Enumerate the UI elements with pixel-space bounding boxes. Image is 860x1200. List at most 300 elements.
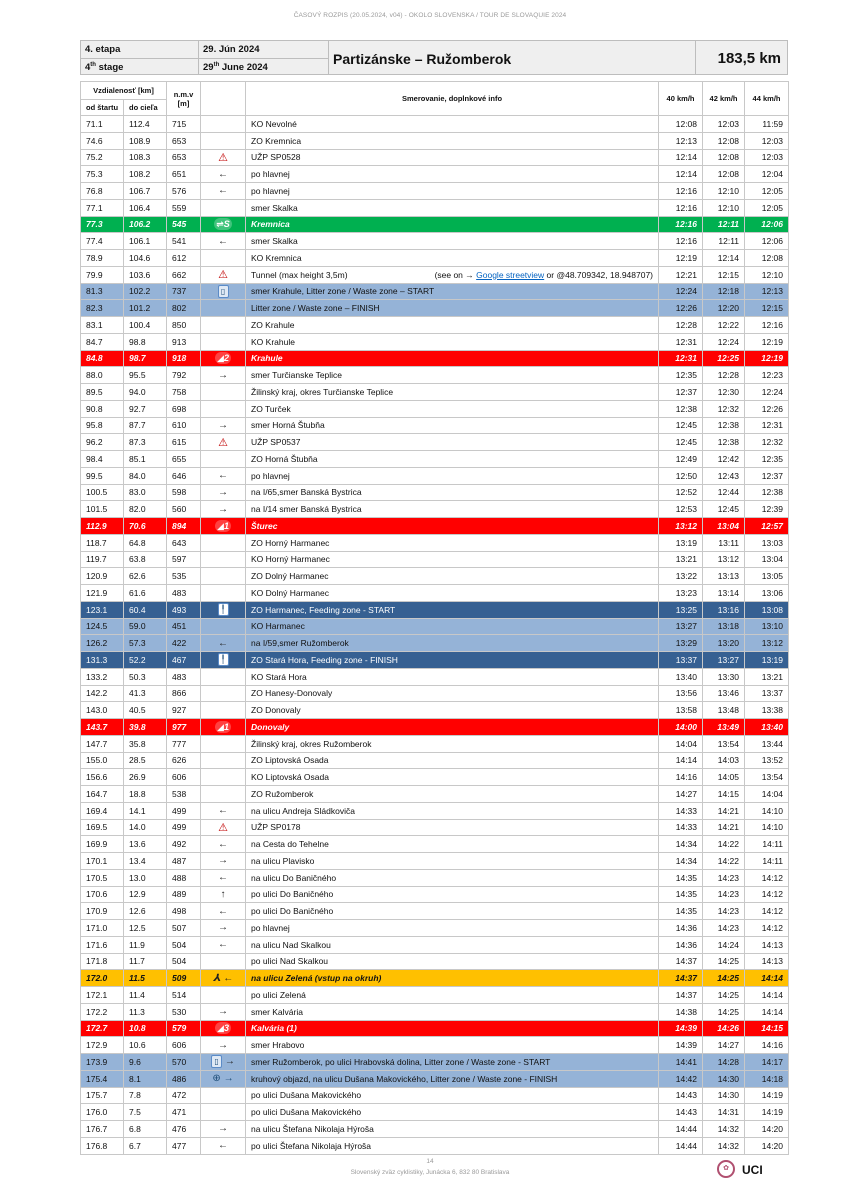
km-to-finish: 95.5 xyxy=(124,367,167,384)
time-44kmh: 13:05 xyxy=(745,568,789,585)
time-44kmh: 14:13 xyxy=(745,953,789,970)
icon-cell xyxy=(201,735,246,752)
time-40kmh: 14:16 xyxy=(659,769,703,786)
direction-text: UŽP SP0528 xyxy=(251,152,301,163)
altitude: 792 xyxy=(167,367,201,384)
km-from-start: 84.7 xyxy=(81,333,124,350)
direction-info xyxy=(246,233,659,250)
km-from-start: 77.3 xyxy=(81,216,124,233)
altitude: 737 xyxy=(167,283,201,300)
arrow-left-icon: ← xyxy=(201,635,246,652)
time-40kmh: 12:16 xyxy=(659,216,703,233)
icon-cell xyxy=(201,752,246,769)
time-42kmh: 14:28 xyxy=(703,1054,745,1071)
icon-cell xyxy=(201,534,246,551)
direction-text: na Cesta do Tehelne xyxy=(251,839,329,850)
table-row xyxy=(81,216,789,233)
direction-text: ZO Horná Štubňa xyxy=(251,453,318,464)
km-to-finish: 102.2 xyxy=(124,283,167,300)
altitude: 653 xyxy=(167,132,201,149)
direction-text: po hlavnej xyxy=(251,185,290,196)
km-from-start: 172.0 xyxy=(81,970,124,987)
icon-cell xyxy=(201,668,246,685)
google-streetview-link[interactable]: Google streetview xyxy=(476,269,545,280)
time-40kmh: 12:19 xyxy=(659,250,703,267)
table-row xyxy=(81,484,789,501)
direction-info xyxy=(246,786,659,803)
direction-text: KO Kremnica xyxy=(251,252,302,263)
km-to-finish: 106.1 xyxy=(124,233,167,250)
direction-info xyxy=(246,1070,659,1087)
time-42kmh: 12:44 xyxy=(703,484,745,501)
time-42kmh: 14:32 xyxy=(703,1137,745,1154)
to-finish-header: do cieľa xyxy=(124,100,167,116)
direction-info xyxy=(246,250,659,267)
km-from-start: 77.1 xyxy=(81,199,124,216)
time-42kmh: 14:22 xyxy=(703,853,745,870)
table-row xyxy=(81,853,789,870)
km-to-finish: 11.7 xyxy=(124,953,167,970)
time-40kmh: 14:44 xyxy=(659,1137,703,1154)
time-44kmh: 14:16 xyxy=(745,1037,789,1054)
km-to-finish: 35.8 xyxy=(124,735,167,752)
stage-route: Partizánske – Ružomberok xyxy=(333,51,512,67)
km-from-start: 98.4 xyxy=(81,451,124,468)
time-42kmh: 12:15 xyxy=(703,266,745,283)
table-row xyxy=(81,1121,789,1138)
altitude: 655 xyxy=(167,451,201,468)
km-to-finish: 9.6 xyxy=(124,1054,167,1071)
time-40kmh: 12:38 xyxy=(659,400,703,417)
mountain-category-icon: ◢2 xyxy=(201,350,246,367)
time-42kmh: 13:30 xyxy=(703,668,745,685)
km-to-finish: 87.3 xyxy=(124,434,167,451)
km-to-finish: 11.9 xyxy=(124,936,167,953)
altitude: 651 xyxy=(167,166,201,183)
stage-date-en: 29th June 2024 xyxy=(203,61,268,73)
direction-info xyxy=(246,216,659,233)
time-40kmh: 13:29 xyxy=(659,635,703,652)
km-to-finish: 11.3 xyxy=(124,1003,167,1020)
time-44kmh: 14:20 xyxy=(745,1121,789,1138)
roundabout-icon: ⊕ → xyxy=(201,1070,246,1087)
time-42kmh: 12:03 xyxy=(703,116,745,133)
direction-text: smer Hrabovo xyxy=(251,1040,305,1051)
table-row xyxy=(81,819,789,836)
time-44kmh: 14:11 xyxy=(745,836,789,853)
table-row xyxy=(81,250,789,267)
direction-text: UŽP SP0537 xyxy=(251,437,301,448)
time-40kmh: 14:36 xyxy=(659,936,703,953)
stage-label-sk: 4. etapa xyxy=(85,44,121,55)
arrow-right-icon: → xyxy=(201,853,246,870)
direction-text: Žilinský kraj, okres Ružomberok xyxy=(251,738,372,749)
table-row xyxy=(81,1137,789,1154)
altitude: 850 xyxy=(167,317,201,334)
warning-icon: ⚠ xyxy=(201,434,246,451)
km-from-start: 99.5 xyxy=(81,467,124,484)
altitude: 422 xyxy=(167,635,201,652)
time-40kmh: 14:35 xyxy=(659,869,703,886)
time-40kmh: 14:27 xyxy=(659,786,703,803)
arrow-right-icon: → xyxy=(201,501,246,518)
km-to-finish: 85.1 xyxy=(124,451,167,468)
time-42kmh: 13:54 xyxy=(703,735,745,752)
time-44kmh: 12:04 xyxy=(745,166,789,183)
arrow-left-icon: ← xyxy=(201,936,246,953)
icon-cell xyxy=(201,333,246,350)
warning-icon: ⚠ xyxy=(201,149,246,166)
direction-text: Kalvária (1) xyxy=(251,1023,297,1034)
direction-text: na I/14 smer Banská Bystrica xyxy=(251,504,362,515)
direction-info xyxy=(246,149,659,166)
time-44kmh: 14:11 xyxy=(745,853,789,870)
time-40kmh: 14:37 xyxy=(659,987,703,1004)
stage-distance: 183,5 km xyxy=(717,50,781,67)
table-row xyxy=(81,635,789,652)
time-42kmh: 12:20 xyxy=(703,300,745,317)
altitude: 477 xyxy=(167,1137,201,1154)
km-from-start: 170.6 xyxy=(81,886,124,903)
km-to-finish: 104.6 xyxy=(124,250,167,267)
altitude: 698 xyxy=(167,400,201,417)
time-42kmh: 14:25 xyxy=(703,970,745,987)
km-from-start: 172.1 xyxy=(81,987,124,1004)
direction-info xyxy=(246,987,659,1004)
table-row xyxy=(81,199,789,216)
table-row xyxy=(81,702,789,719)
icon-cell xyxy=(201,1087,246,1104)
direction-info xyxy=(246,384,659,401)
direction-text: KO Liptovská Osada xyxy=(251,772,329,783)
km-from-start: 112.9 xyxy=(81,518,124,535)
direction-info xyxy=(246,601,659,618)
km-from-start: 172.7 xyxy=(81,1020,124,1037)
direction-text: Žilinský kraj, okres Turčianske Teplice xyxy=(251,386,394,397)
time-40kmh: 14:00 xyxy=(659,719,703,736)
time-42kmh: 14:21 xyxy=(703,802,745,819)
icon-cell xyxy=(201,384,246,401)
time-40kmh: 12:45 xyxy=(659,417,703,434)
table-row xyxy=(81,551,789,568)
table-row xyxy=(81,903,789,920)
time-44kmh: 12:10 xyxy=(745,266,789,283)
time-44kmh: 13:21 xyxy=(745,668,789,685)
direction-text: po ulici Nad Skalkou xyxy=(251,956,329,967)
time-40kmh: 12:14 xyxy=(659,149,703,166)
time-40kmh: 12:28 xyxy=(659,317,703,334)
km-to-finish: 108.9 xyxy=(124,132,167,149)
time-42kmh: 14:23 xyxy=(703,886,745,903)
altitude: 646 xyxy=(167,467,201,484)
direction-text: ZO Stará Hora, Feeding zone - FINISH xyxy=(251,654,398,665)
arrow-right-icon: → xyxy=(201,484,246,501)
altitude: 535 xyxy=(167,568,201,585)
table-row xyxy=(81,970,789,987)
time-40kmh: 12:53 xyxy=(659,501,703,518)
altitude: 507 xyxy=(167,920,201,937)
table-row xyxy=(81,953,789,970)
time-40kmh: 12:31 xyxy=(659,333,703,350)
km-to-finish: 52.2 xyxy=(124,652,167,669)
altitude: 598 xyxy=(167,484,201,501)
time-42kmh: 12:38 xyxy=(703,417,745,434)
direction-info xyxy=(246,970,659,987)
table-row xyxy=(81,534,789,551)
table-row xyxy=(81,384,789,401)
km-from-start: 176.8 xyxy=(81,1137,124,1154)
km-from-start: 101.5 xyxy=(81,501,124,518)
time-42kmh: 14:23 xyxy=(703,903,745,920)
time-40kmh: 13:37 xyxy=(659,652,703,669)
time-42kmh: 12:30 xyxy=(703,384,745,401)
direction-info xyxy=(246,819,659,836)
time-40kmh: 14:04 xyxy=(659,735,703,752)
altitude-header: n.m.v [m] xyxy=(167,82,201,116)
time-44kmh: 12:39 xyxy=(745,501,789,518)
time-40kmh: 13:19 xyxy=(659,534,703,551)
km-from-start: 84.8 xyxy=(81,350,124,367)
table-row xyxy=(81,501,789,518)
mountain-category-icon: ◢1 xyxy=(201,719,246,736)
altitude: 802 xyxy=(167,300,201,317)
altitude: 509 xyxy=(167,970,201,987)
direction-text: smer Kalvária xyxy=(251,1006,303,1017)
time-44kmh: 13:54 xyxy=(745,769,789,786)
km-from-start: 82.3 xyxy=(81,300,124,317)
km-from-start: 175.7 xyxy=(81,1087,124,1104)
stage-info-box xyxy=(80,40,788,75)
time-44kmh: 14:12 xyxy=(745,869,789,886)
table-row xyxy=(81,350,789,367)
km-to-finish: 28.5 xyxy=(124,752,167,769)
km-from-start: 172.9 xyxy=(81,1037,124,1054)
time-40kmh: 14:38 xyxy=(659,1003,703,1020)
stage-date-sk: 29. Jún 2024 xyxy=(203,44,260,55)
direction-info xyxy=(246,1020,659,1037)
table-row xyxy=(81,367,789,384)
time-44kmh: 14:12 xyxy=(745,886,789,903)
direction-info xyxy=(246,400,659,417)
time-44kmh: 12:19 xyxy=(745,333,789,350)
km-to-finish: 50.3 xyxy=(124,668,167,685)
km-to-finish: 13.6 xyxy=(124,836,167,853)
icon-cell xyxy=(201,300,246,317)
icon-cell xyxy=(201,317,246,334)
time-44kmh: 13:04 xyxy=(745,551,789,568)
time-44kmh: 14:20 xyxy=(745,1137,789,1154)
time-44kmh: 14:15 xyxy=(745,1020,789,1037)
table-row xyxy=(81,1104,789,1121)
km-from-start: 142.2 xyxy=(81,685,124,702)
from-start-header: od štartu xyxy=(81,100,124,116)
arrow-left-icon: ← xyxy=(201,467,246,484)
icon-cell xyxy=(201,400,246,417)
icon-cell xyxy=(201,199,246,216)
direction-text: po hlavnej xyxy=(251,922,290,933)
km-from-start: 171.8 xyxy=(81,953,124,970)
time-44kmh: 11:59 xyxy=(745,116,789,133)
time-40kmh: 14:37 xyxy=(659,953,703,970)
direction-text: UŽP SP0178 xyxy=(251,822,301,833)
icon-cell xyxy=(201,1104,246,1121)
time-42kmh: 14:30 xyxy=(703,1070,745,1087)
direction-info xyxy=(246,467,659,484)
warning-icon: ⚠ xyxy=(201,819,246,836)
time-40kmh: 14:37 xyxy=(659,970,703,987)
direction-text: na ulicu Do Baničného xyxy=(251,872,337,883)
direction-text: po ulici Zelená xyxy=(251,989,306,1000)
altitude: 483 xyxy=(167,668,201,685)
km-from-start: 147.7 xyxy=(81,735,124,752)
direction-text: po ulici Dušana Makovického xyxy=(251,1107,362,1118)
direction-info xyxy=(246,1137,659,1154)
altitude: 489 xyxy=(167,886,201,903)
direction-info xyxy=(246,802,659,819)
altitude: 498 xyxy=(167,903,201,920)
time-44kmh: 12:23 xyxy=(745,367,789,384)
km-to-finish: 26.9 xyxy=(124,769,167,786)
direction-text: po hlavnej xyxy=(251,470,290,481)
time-44kmh: 13:19 xyxy=(745,652,789,669)
direction-text: ZO Krahule xyxy=(251,319,295,330)
table-row xyxy=(81,317,789,334)
time-44kmh: 12:06 xyxy=(745,233,789,250)
time-40kmh: 13:12 xyxy=(659,518,703,535)
km-to-finish: 59.0 xyxy=(124,618,167,635)
altitude: 615 xyxy=(167,434,201,451)
time-40kmh: 12:16 xyxy=(659,199,703,216)
km-to-finish: 12.6 xyxy=(124,903,167,920)
time-42kmh: 14:32 xyxy=(703,1121,745,1138)
direction-text: ZO Horný Harmanec xyxy=(251,537,330,548)
km-to-finish: 112.4 xyxy=(124,116,167,133)
time-42kmh: 12:25 xyxy=(703,350,745,367)
time-40kmh: 14:35 xyxy=(659,886,703,903)
direction-text: smer Skalka xyxy=(251,236,298,247)
direction-info xyxy=(246,702,659,719)
direction-info xyxy=(246,719,659,736)
km-from-start: 96.2 xyxy=(81,434,124,451)
altitude: 545 xyxy=(167,216,201,233)
time-42kmh: 12:32 xyxy=(703,400,745,417)
table-row xyxy=(81,987,789,1004)
table-row xyxy=(81,668,789,685)
altitude: 504 xyxy=(167,936,201,953)
km-to-finish: 60.4 xyxy=(124,601,167,618)
altitude: 715 xyxy=(167,116,201,133)
altitude: 538 xyxy=(167,786,201,803)
altitude: 560 xyxy=(167,501,201,518)
direction-text: Litter zone / Waste zone – FINISH xyxy=(251,303,380,314)
direction-info xyxy=(246,484,659,501)
time-40kmh: 13:21 xyxy=(659,551,703,568)
time-40kmh: 12:50 xyxy=(659,467,703,484)
altitude: 643 xyxy=(167,534,201,551)
direction-text: ZO Hanesy-Donovaly xyxy=(251,688,333,699)
time-40kmh: 12:21 xyxy=(659,266,703,283)
km-from-start: 83.1 xyxy=(81,317,124,334)
km-to-finish: 101.2 xyxy=(124,300,167,317)
direction-info xyxy=(246,652,659,669)
table-row xyxy=(81,283,789,300)
direction-info xyxy=(246,920,659,937)
direction-info xyxy=(246,551,659,568)
km-from-start: 173.9 xyxy=(81,1054,124,1071)
altitude: 758 xyxy=(167,384,201,401)
time-42kmh: 14:25 xyxy=(703,953,745,970)
time-44kmh: 14:10 xyxy=(745,819,789,836)
time-44kmh: 12:08 xyxy=(745,250,789,267)
km-from-start: 170.9 xyxy=(81,903,124,920)
direction-text: ZO Kremnica xyxy=(251,135,302,146)
altitude: 471 xyxy=(167,1104,201,1121)
km-from-start: 172.2 xyxy=(81,1003,124,1020)
time-44kmh: 12:05 xyxy=(745,183,789,200)
direction-text: na ulicu Štefana Nikolaja Hýroša xyxy=(251,1123,374,1134)
km-from-start: 89.5 xyxy=(81,384,124,401)
direction-info xyxy=(246,333,659,350)
time-40kmh: 14:39 xyxy=(659,1037,703,1054)
km-to-finish: 106.2 xyxy=(124,216,167,233)
icon-cell xyxy=(201,451,246,468)
table-row xyxy=(81,585,789,602)
km-from-start: 78.9 xyxy=(81,250,124,267)
km-to-finish: 64.8 xyxy=(124,534,167,551)
km-from-start: 164.7 xyxy=(81,786,124,803)
sprint-icon: ⇌S xyxy=(201,216,246,233)
table-row xyxy=(81,1037,789,1054)
time-42kmh: 13:20 xyxy=(703,635,745,652)
footer-organization: Slovenský zväz cyklistiky, Junácka 6, 832 80 Bratislava xyxy=(350,1169,510,1176)
time-44kmh: 14:12 xyxy=(745,903,789,920)
km-from-start: 170.5 xyxy=(81,869,124,886)
km-to-finish: 108.3 xyxy=(124,149,167,166)
km-to-finish: 103.6 xyxy=(124,266,167,283)
time-42kmh: 13:16 xyxy=(703,601,745,618)
time-44kmh: 14:10 xyxy=(745,802,789,819)
direction-text: na ulicu Nad Skalkou xyxy=(251,939,331,950)
time-44kmh: 14:17 xyxy=(745,1054,789,1071)
time-40kmh: 12:52 xyxy=(659,484,703,501)
km-from-start: 90.8 xyxy=(81,400,124,417)
time-42kmh: 14:05 xyxy=(703,769,745,786)
time-42kmh: 13:11 xyxy=(703,534,745,551)
km-from-start: 126.2 xyxy=(81,635,124,652)
speed-40-header: 40 km/h xyxy=(659,82,703,116)
time-40kmh: 14:43 xyxy=(659,1087,703,1104)
table-row xyxy=(81,836,789,853)
km-from-start: 77.4 xyxy=(81,233,124,250)
km-to-finish: 13.0 xyxy=(124,869,167,886)
altitude: 610 xyxy=(167,417,201,434)
direction-info xyxy=(246,1003,659,1020)
table-row xyxy=(81,1003,789,1020)
time-42kmh: 14:27 xyxy=(703,1037,745,1054)
direction-info xyxy=(246,568,659,585)
altitude: 866 xyxy=(167,685,201,702)
direction-text: smer Horná Štubňa xyxy=(251,420,325,431)
arrow-right-icon: → xyxy=(201,417,246,434)
altitude: 927 xyxy=(167,702,201,719)
direction-info xyxy=(246,585,659,602)
distance-header: Vzdialenosť [km] xyxy=(81,82,167,100)
direction-info xyxy=(246,618,659,635)
km-to-finish: 108.2 xyxy=(124,166,167,183)
time-44kmh: 13:38 xyxy=(745,702,789,719)
time-40kmh: 12:45 xyxy=(659,434,703,451)
time-44kmh: 13:44 xyxy=(745,735,789,752)
